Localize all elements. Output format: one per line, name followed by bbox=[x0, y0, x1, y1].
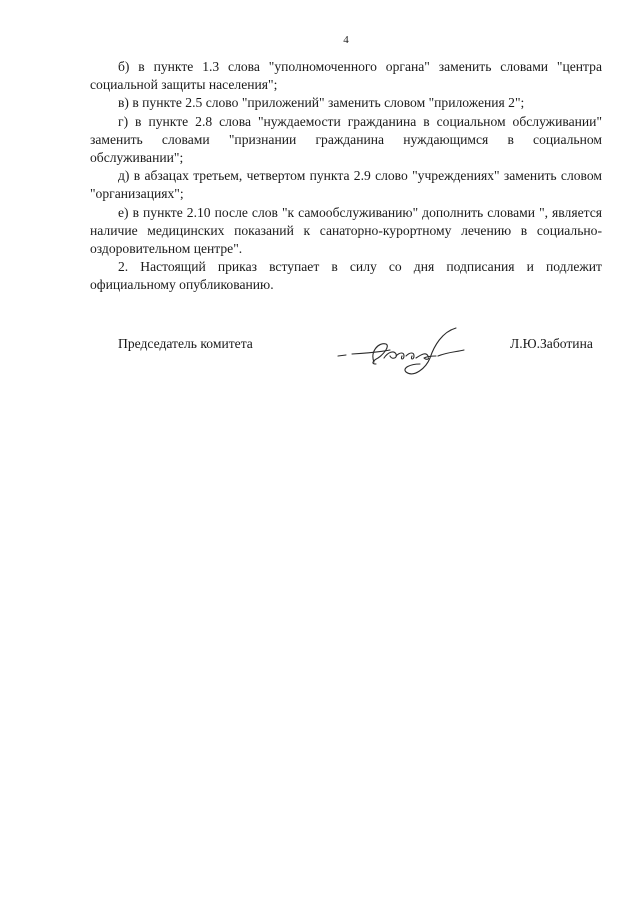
handwritten-signature bbox=[330, 322, 480, 382]
paragraph-e: е) в пункте 2.10 после слов "к самообслуживанию" дополнить словами ", является наличие медицинских показаний к санаторно-курортному лечению в социально-оздоровительном центре". bbox=[90, 204, 602, 257]
paragraph-d: д) в абзацах третьем, четвертом пункта 2.9 слово "учреждениях" заменить словом "организациях"; bbox=[90, 168, 602, 202]
paragraph-b: б) в пункте 1.3 слова "уполномоченного органа" заменить словами "центра социальной защиты населения"; bbox=[90, 59, 602, 93]
signature-block bbox=[0, 332, 640, 392]
order-text bbox=[90, 58, 602, 295]
page-number: 4 bbox=[343, 34, 349, 46]
paragraph-2: 2. Настоящий приказ вступает в силу со дня подписания и подлежит официальному опубликованию. bbox=[90, 259, 602, 293]
paragraph-v: в) в пункте 2.5 слово "приложений" заменить словом "приложения 2"; bbox=[118, 95, 525, 111]
paragraph-g: г) в пункте 2.8 слова "нуждаемости гражданина в социальном обслуживании" заменить словами "признании гражданина нуждающимся в социальном обслуживании"; bbox=[90, 113, 602, 166]
signatory-position: Председатель комитета bbox=[118, 336, 253, 351]
signatory-name: Л.Ю.Заботина bbox=[510, 336, 593, 351]
